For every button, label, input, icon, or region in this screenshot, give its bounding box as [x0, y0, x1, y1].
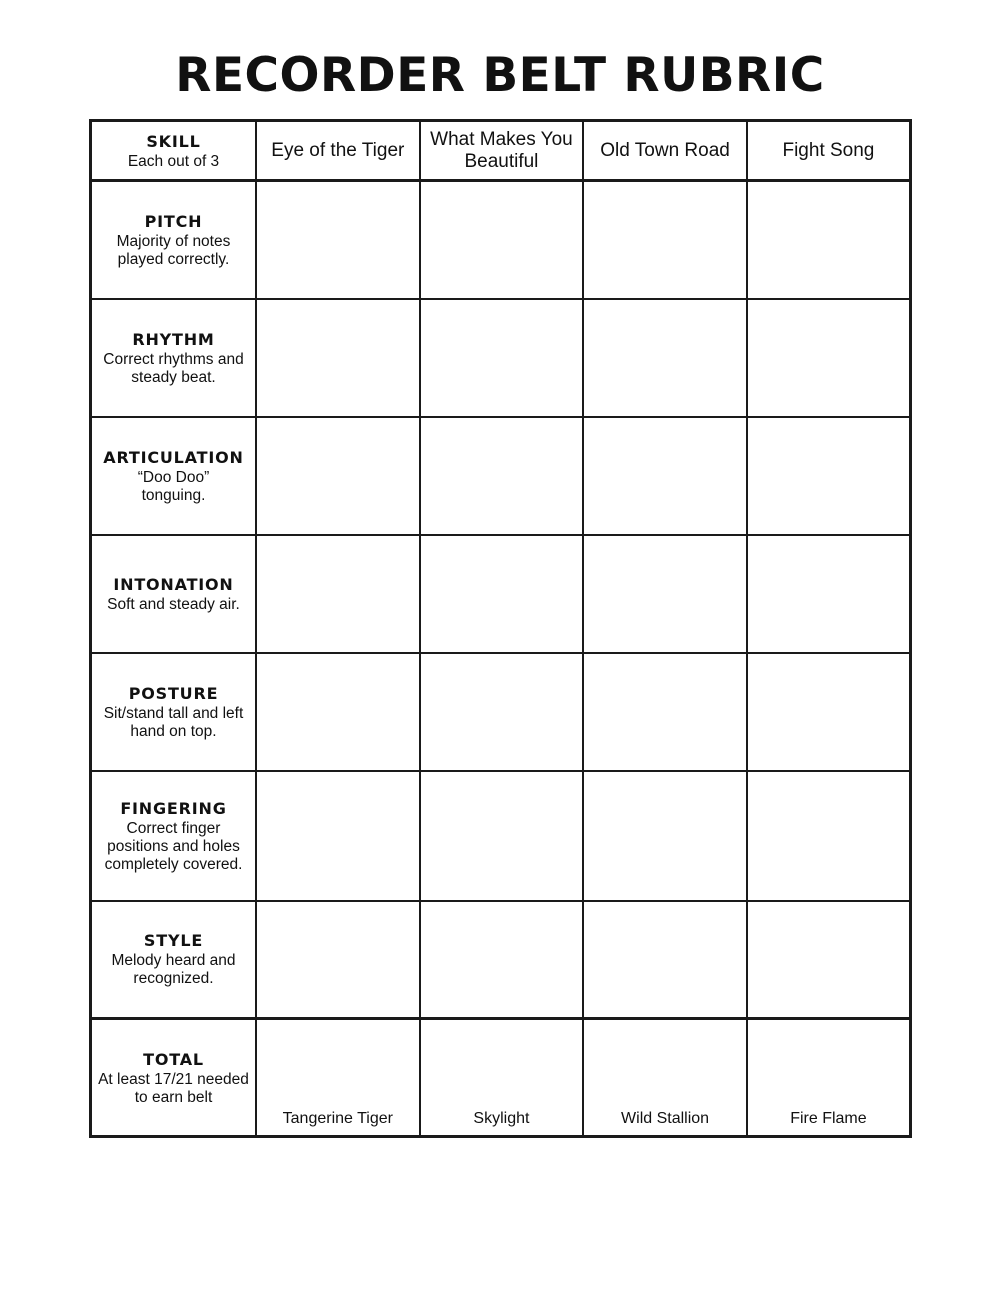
skill-description: Soft and steady air. [107, 595, 240, 613]
total-label-cell [91, 1019, 257, 1137]
total-cell-skylight[interactable]: Skylight [420, 1019, 584, 1137]
score-cell[interactable] [420, 901, 584, 1019]
skill-header-cell [91, 121, 257, 181]
score-cell[interactable] [420, 535, 584, 653]
score-cell[interactable] [583, 417, 747, 535]
score-cell[interactable] [256, 181, 420, 299]
skill-cell [91, 901, 257, 1019]
score-cell[interactable] [256, 901, 420, 1019]
skill-cell [91, 299, 257, 417]
total-cell-tangerine-tiger[interactable]: Tangerine Tiger [256, 1019, 420, 1137]
score-cell[interactable] [747, 417, 911, 535]
skill-name: RHYTHM [132, 329, 215, 349]
score-cell[interactable] [256, 771, 420, 901]
score-cell[interactable] [583, 901, 747, 1019]
score-cell[interactable] [747, 299, 911, 417]
score-cell[interactable] [747, 771, 911, 901]
skill-row-fingering [91, 771, 911, 901]
total-row [91, 1019, 911, 1137]
score-cell[interactable] [747, 535, 911, 653]
total-label: TOTAL [143, 1049, 204, 1069]
score-cell[interactable] [583, 653, 747, 771]
score-cell[interactable] [420, 653, 584, 771]
skill-cell [91, 417, 257, 535]
song-header-what-makes-you-beautiful: What Makes You Beautiful [420, 121, 584, 181]
score-cell[interactable] [583, 535, 747, 653]
skill-cell [91, 181, 257, 299]
skill-row-rhythm [91, 299, 911, 417]
header-row [91, 121, 911, 181]
score-cell[interactable] [583, 299, 747, 417]
rubric-table [89, 119, 912, 1138]
skill-header-label: SKILL [146, 131, 201, 151]
skill-cell [91, 771, 257, 901]
skill-name: ARTICULATION [103, 447, 244, 467]
song-header-eye-of-the-tiger: Eye of the Tiger [256, 121, 420, 181]
skill-name: STYLE [143, 931, 204, 951]
song-header-fight-song: Fight Song [747, 121, 911, 181]
score-cell[interactable] [420, 181, 584, 299]
total-description: At least 17/21 needed to earn belt [98, 1070, 249, 1106]
score-cell[interactable] [747, 653, 911, 771]
skill-header-sub: Each out of 3 [127, 152, 220, 170]
skill-description: Majority of notes played correctly. [116, 232, 231, 268]
skill-row-pitch [91, 181, 911, 299]
skill-description: Correct finger positions and holes completely covered. [104, 819, 243, 873]
skill-cell [91, 653, 257, 771]
score-cell[interactable] [256, 299, 420, 417]
skill-row-articulation [91, 417, 911, 535]
score-cell[interactable] [256, 535, 420, 653]
score-cell[interactable] [420, 771, 584, 901]
skill-row-intonation [91, 535, 911, 653]
skill-name: FINGERING [120, 798, 227, 818]
skill-name: POSTURE [128, 683, 219, 703]
skill-row-posture [91, 653, 911, 771]
skill-name: PITCH [144, 211, 203, 231]
skill-row-style [91, 901, 911, 1019]
score-cell[interactable] [256, 653, 420, 771]
score-cell[interactable] [583, 771, 747, 901]
skill-description: Sit/stand tall and left hand on top. [103, 704, 244, 740]
total-cell-fire-flame[interactable]: Fire Flame [747, 1019, 911, 1137]
skill-description: Melody heard and recognized. [111, 952, 236, 988]
skill-cell [91, 535, 257, 653]
score-cell[interactable] [747, 901, 911, 1019]
score-cell[interactable] [583, 181, 747, 299]
skill-name: INTONATION [113, 574, 234, 594]
score-cell[interactable] [747, 181, 911, 299]
skill-description: Correct rhythms and steady beat. [103, 350, 244, 386]
score-cell[interactable] [420, 417, 584, 535]
song-header-old-town-road: Old Town Road [583, 121, 747, 181]
page-title: RECORDER BELT RUBRIC [175, 48, 825, 103]
skill-description: “Doo Doo” tonguing. [137, 468, 210, 504]
score-cell[interactable] [256, 417, 420, 535]
score-cell[interactable] [420, 299, 584, 417]
total-cell-wild-stallion[interactable]: Wild Stallion [583, 1019, 747, 1137]
